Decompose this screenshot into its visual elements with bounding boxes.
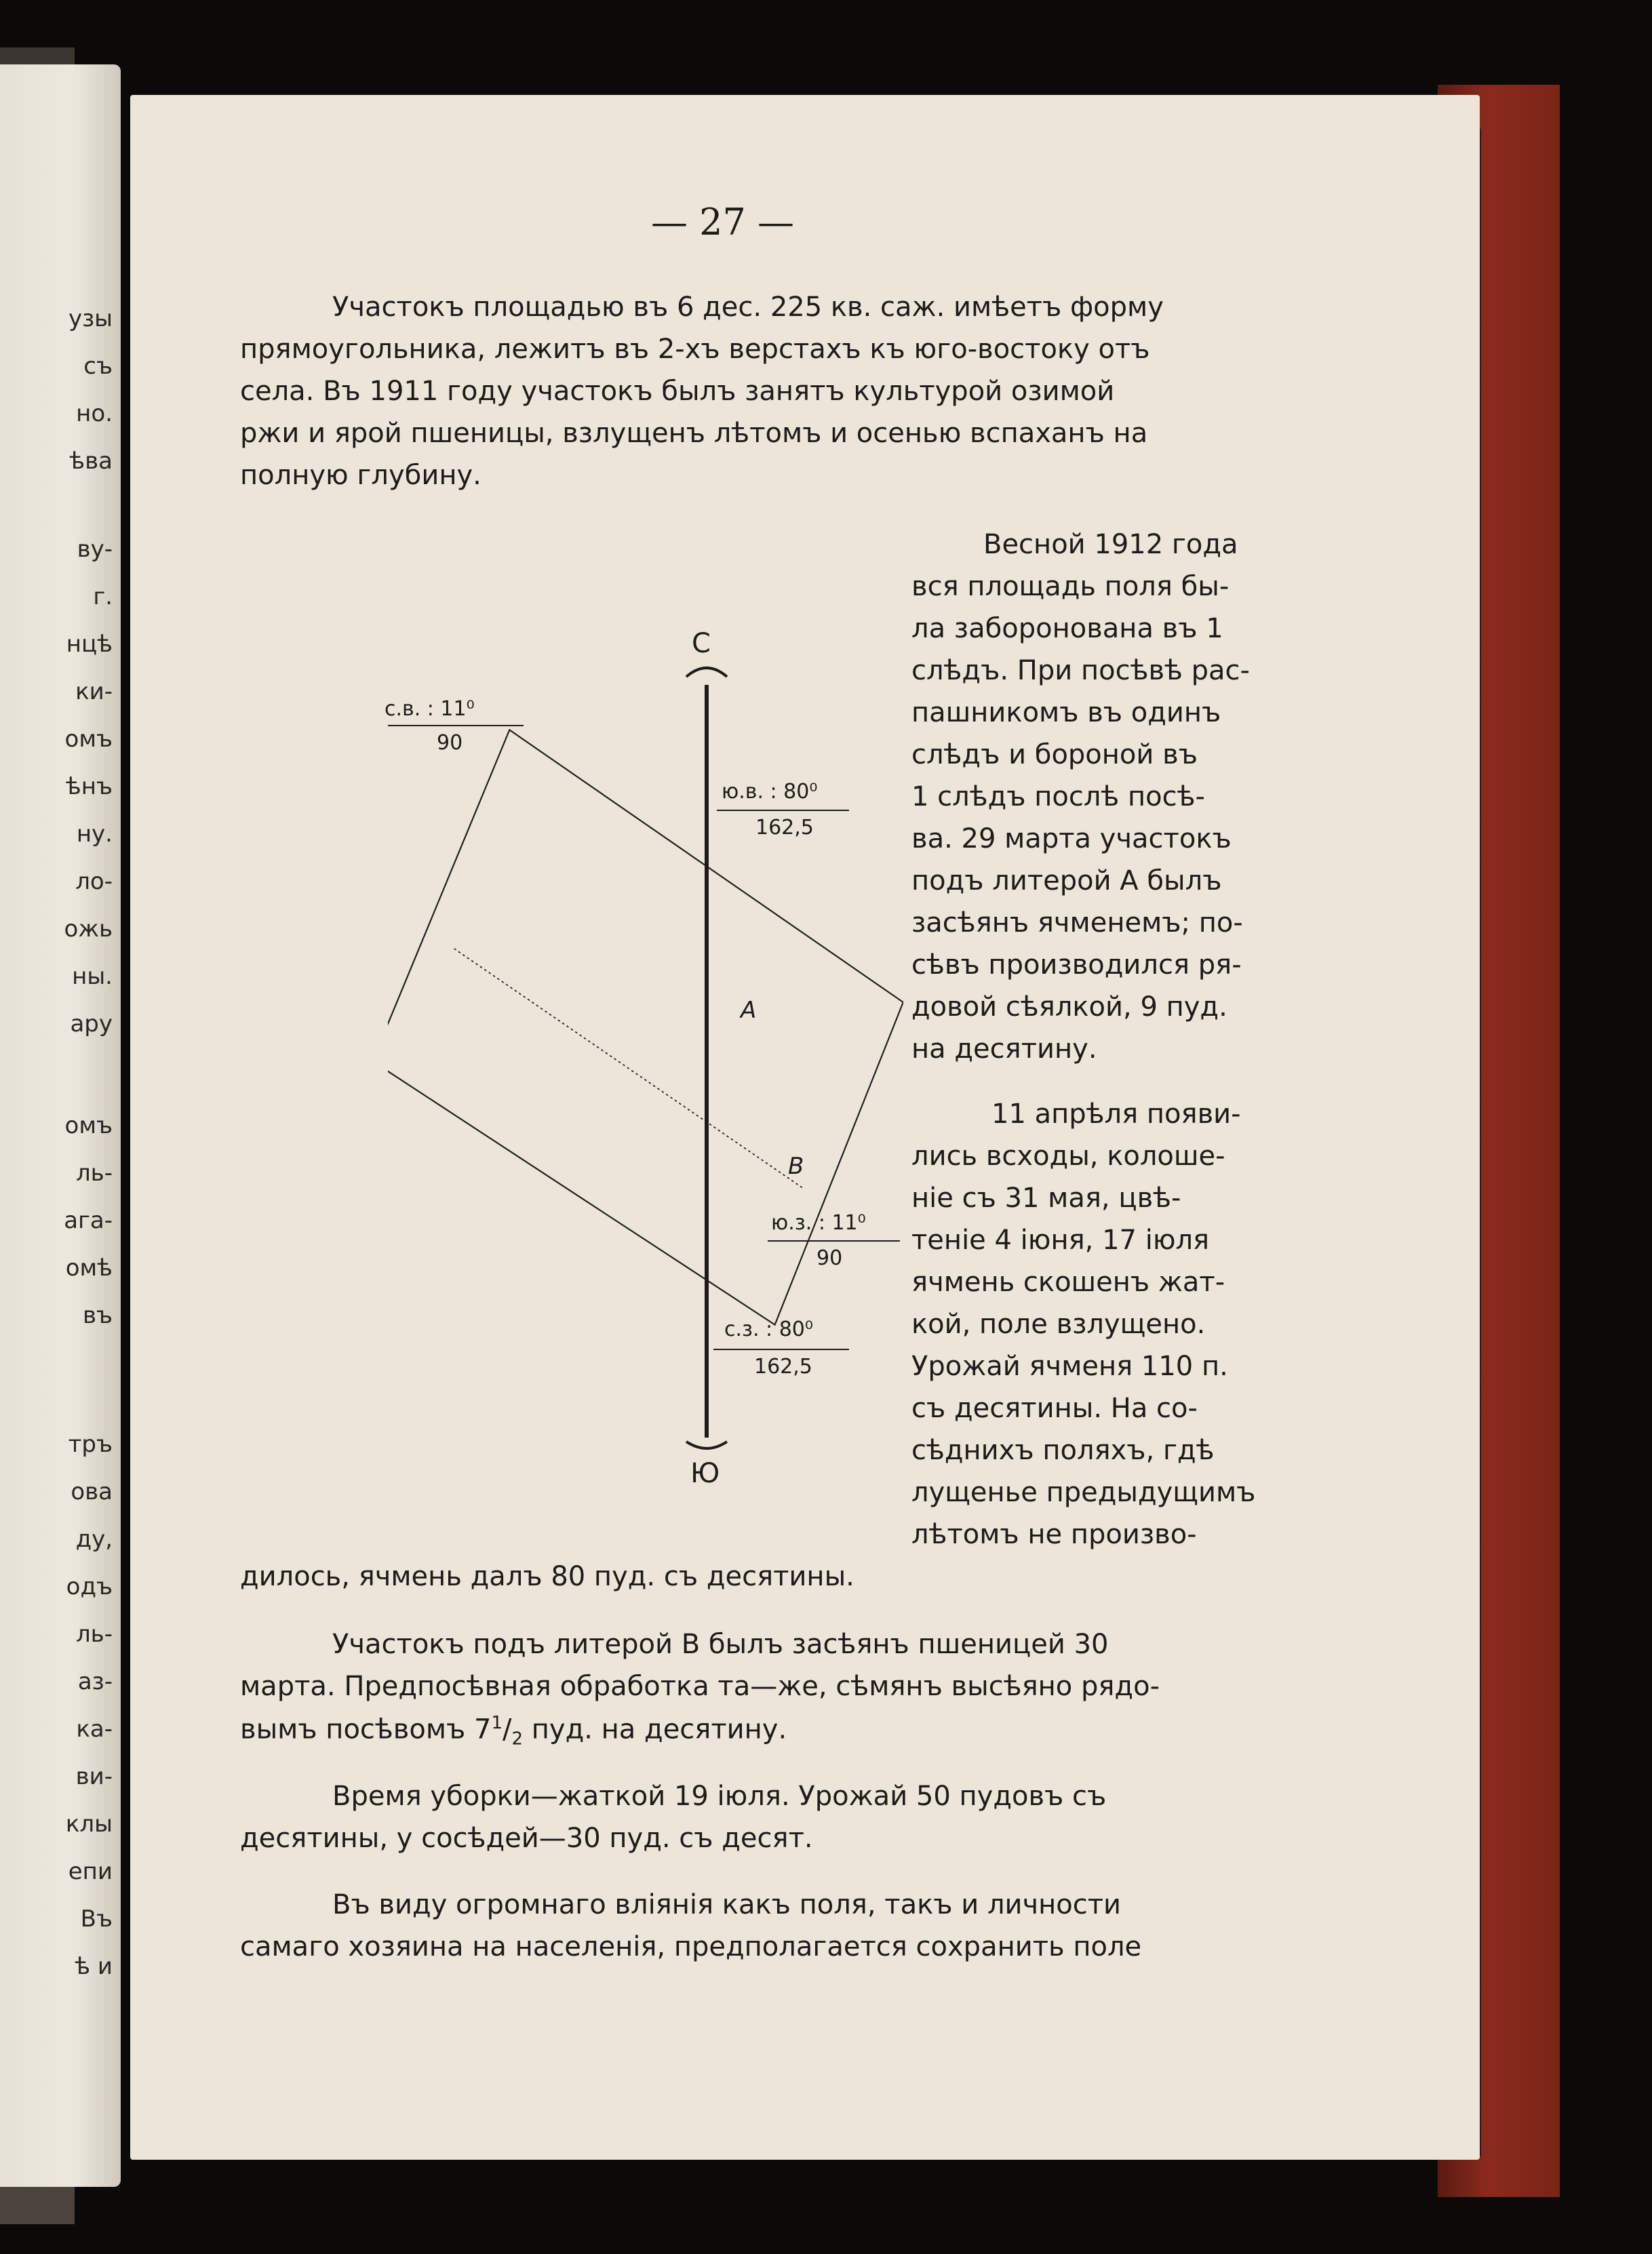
p2-line-12: довой сѣялкой, 9 пуд. <box>911 991 1227 1023</box>
left-page-fragment: нцѣ <box>66 631 113 658</box>
left-page-fragment: омъ <box>64 1112 113 1139</box>
p2-line-2: вся площадь поля бы- <box>911 571 1230 602</box>
p5-line-2: десятины, у сосѣдей—30 пуд. съ десят. <box>240 1823 813 1854</box>
left-page-fragment: ны. <box>72 963 113 990</box>
left-page-fragment: ль- <box>75 1160 113 1187</box>
p5-line-1: Время уборки—жаткой 19 іюля. Урожай 50 пудовъ съ <box>332 1781 1107 1812</box>
p3-line-3: ніе съ 31 мая, цвѣ- <box>911 1183 1181 1214</box>
book-page <box>130 95 1480 2160</box>
left-facing-page <box>0 64 121 2187</box>
ne-length: 162,5 <box>755 816 814 839</box>
sw-length: 162,5 <box>754 1355 812 1379</box>
field-boundary <box>388 730 903 1324</box>
left-page-fragment: клы <box>65 1811 113 1838</box>
left-page-fragment: Въ <box>80 1905 113 1933</box>
left-page-fragment: узы <box>68 305 113 332</box>
plot-a-label: А <box>741 997 757 1024</box>
field-plan-diagram <box>385 617 903 1489</box>
p3-line-10: лущенье предыдущимъ <box>911 1477 1256 1508</box>
se-bearing: ю.з. : 11⁰ <box>771 1211 866 1235</box>
p3-line-8: съ десятины. На со- <box>911 1393 1198 1424</box>
p2-line-1: Весной 1912 года <box>983 529 1238 560</box>
left-page-fragment: аз- <box>77 1668 113 1695</box>
left-page-fragment: ки- <box>75 678 113 705</box>
ne-bearing: ю.в. : 80⁰ <box>722 780 818 804</box>
p3-line-9: сѣднихъ поляхъ, гдѣ <box>911 1435 1215 1466</box>
left-page-fragment: ну. <box>76 820 113 848</box>
p3-line-2: лись всходы, колоше- <box>911 1141 1225 1172</box>
p1-line-3: села. Въ 1911 году участокъ былъ занятъ культурой озимой <box>240 376 1115 407</box>
left-page-fragment: омѣ <box>65 1254 113 1282</box>
se-length: 90 <box>817 1246 843 1270</box>
p6-line-2: самаго хозяина на населенія, предполагается сохранить поле <box>240 1931 1142 1962</box>
p2-line-11: сѣвъ производился ря- <box>911 949 1242 981</box>
p4-line-3: вымъ посѣвомъ $7^1/_2$ пуд. на десятину. <box>240 1713 787 1749</box>
p2-line-5: пашникомъ въ одинъ <box>911 697 1221 728</box>
field-plan-svg <box>388 617 903 1485</box>
left-page-fragment: г. <box>93 583 113 610</box>
sw-bearing: с.з. : 80⁰ <box>724 1318 813 1341</box>
p2-line-6: слѣдъ и бороной въ <box>911 739 1198 770</box>
left-page-fragment: ка- <box>76 1716 113 1743</box>
p3-line-1: 11 апрѣля появи- <box>991 1099 1241 1130</box>
plot-b-label: В <box>788 1153 804 1180</box>
p2-line-13: на десятину. <box>911 1033 1097 1065</box>
p2-line-10: засѣянъ ячменемъ; по- <box>911 907 1243 938</box>
p6-line-1: Въ виду огромнаго вліянія какъ поля, такъ и личности <box>332 1889 1122 1920</box>
south-label: Ю <box>690 1458 720 1489</box>
left-page-fragment: епи <box>68 1858 113 1885</box>
left-page-fragment: ага- <box>64 1207 113 1234</box>
p3-line-6: кой, поле взлущено. <box>911 1309 1206 1340</box>
left-page-fragment: ова <box>71 1478 113 1505</box>
p3-line-11: лѣтомъ не произво- <box>911 1519 1197 1550</box>
north-arrow <box>686 668 727 677</box>
plot-divider <box>454 949 804 1189</box>
left-page-fragment: ль- <box>75 1621 113 1648</box>
left-page-fragment: въ <box>82 1302 113 1329</box>
left-page-fragment: тръ <box>68 1431 113 1458</box>
nw-bearing: с.в. : 11⁰ <box>385 697 475 721</box>
left-page-fragment: ви- <box>75 1763 113 1790</box>
left-page-fragment: ожь <box>64 915 113 943</box>
left-page-fragment: ару <box>70 1010 113 1037</box>
north-label: С <box>692 628 711 659</box>
left-page-fragment: ву- <box>77 536 113 563</box>
p2-line-9: подъ литерой А былъ <box>911 865 1222 896</box>
page-number: — 27 — <box>651 201 795 243</box>
p2-line-4: слѣдъ. При посѣвѣ рас- <box>911 655 1250 686</box>
left-page-fragment: омъ <box>64 726 113 753</box>
p4-line-1: Участокъ подъ литерой В былъ засѣянъ пшеницей 30 <box>332 1629 1109 1660</box>
p3-line-4: теніе 4 іюня, 17 іюля <box>911 1225 1210 1256</box>
nw-length: 90 <box>437 731 463 755</box>
p1-line-5: полную глубину. <box>240 460 481 491</box>
p1-line-1: Участокъ площадью въ 6 дес. 225 кв. саж. имѣетъ форму <box>332 292 1164 323</box>
p1-line-2: прямоугольника, лежитъ въ 2-хъ верстахъ къ юго-востоку отъ <box>240 334 1150 365</box>
p2-line-8: ва. 29 марта участокъ <box>911 823 1232 854</box>
p3-line-5: ячмень скошенъ жат- <box>911 1267 1225 1298</box>
p3-line-12: дилось, ячмень далъ 80 пуд. съ десятины. <box>240 1561 854 1592</box>
left-page-fragment: съ <box>83 353 113 380</box>
p2-line-7: 1 слѣдъ послѣ посѣ- <box>911 781 1205 812</box>
left-page-fragment: ѣнъ <box>65 773 113 800</box>
left-page-fragment: одъ <box>66 1573 113 1600</box>
left-page-fragment: ло- <box>75 868 113 895</box>
south-arrow <box>686 1442 727 1448</box>
p4-line-2: марта. Предпосѣвная обработка та—же, сѣмянъ высѣяно рядо- <box>240 1671 1160 1702</box>
left-page-fragment: ду, <box>75 1526 113 1553</box>
left-page-fragment: но. <box>76 400 113 427</box>
left-page-fragment: ѣва <box>69 448 113 475</box>
p3-line-7: Урожай ячменя 110 п. <box>911 1351 1228 1382</box>
p1-line-4: ржи и ярой пшеницы, взлущенъ лѣтомъ и осенью вспаханъ на <box>240 418 1148 449</box>
left-page-fragment: ѣ и <box>75 1953 113 1980</box>
p2-line-3: ла заборонована въ 1 <box>911 613 1223 644</box>
